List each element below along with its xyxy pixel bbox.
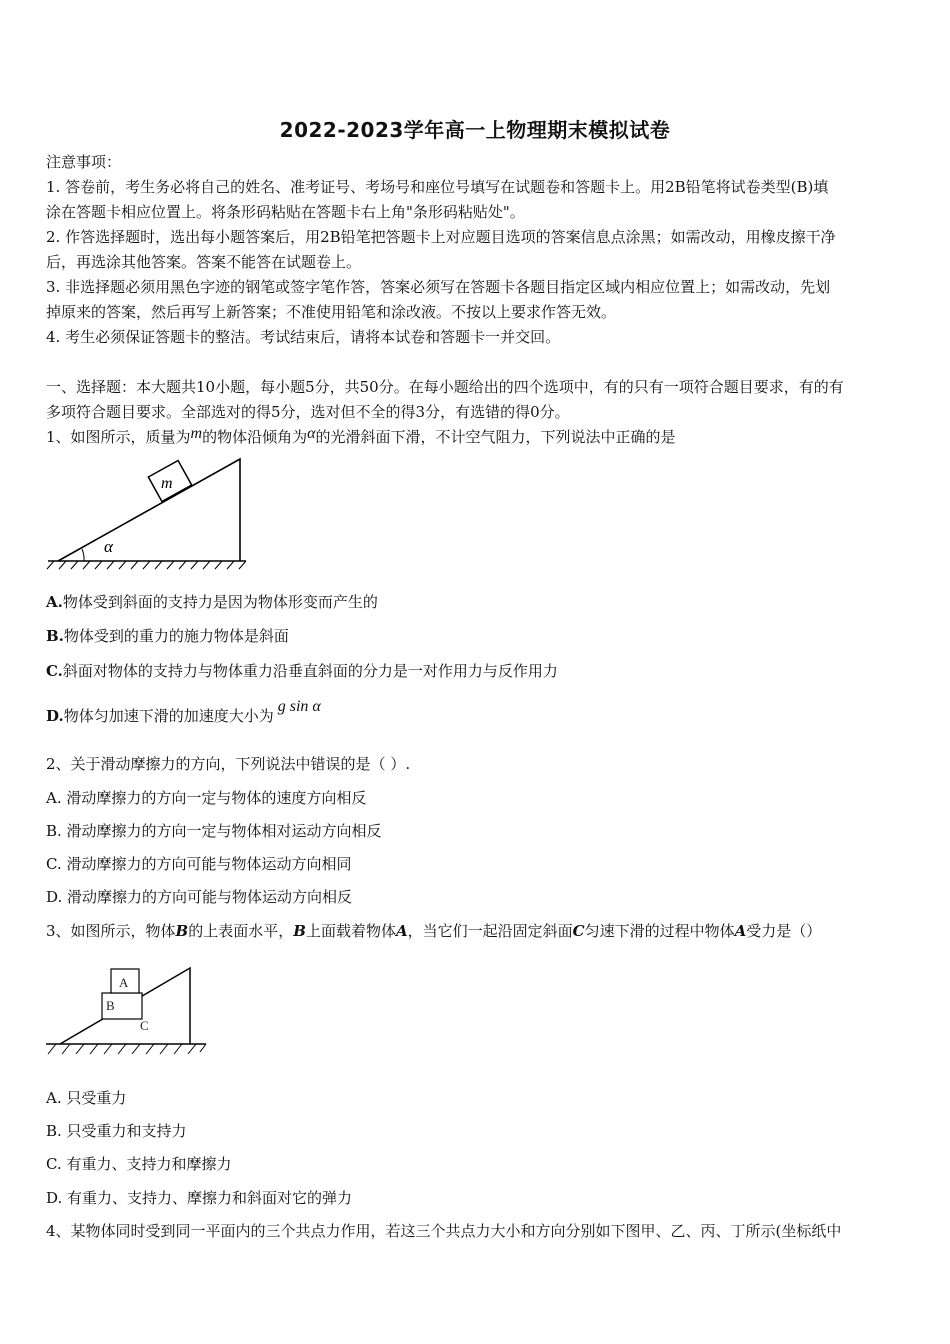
block-label-m: m (161, 475, 173, 492)
q2-option-a: A. 滑动摩擦力的方向一定与物体的速度方向相反 (46, 789, 367, 807)
question-1-stem: 1、如图所示，质量为m的物体沿倾角为α的光滑斜面下滑，不计空气阻力，下列说法中正确的是 (46, 425, 676, 446)
q2-option-b: B. 滑动摩擦力的方向一定与物体相对运动方向相反 (46, 822, 382, 840)
notice-line: 涂在答题卡相应位置上。将条形码粘贴在答题卡右上角"条形码粘贴处"。 (46, 203, 525, 221)
var-m: m (190, 425, 203, 442)
q3-option-a: A. 只受重力 (46, 1089, 127, 1107)
q2-option-c: C. 滑动摩擦力的方向可能与物体运动方向相同 (46, 855, 352, 873)
section-instructions: 多项符合题目要求。全部选对的得5分，选对但不全的得3分，有选错的得0分。 (46, 403, 570, 421)
notice-line: 2. 作答选择题时，选出每小题答案后，用2B铅笔把答题卡上对应题目选项的答案信息点涂黑；如需改动，用橡皮擦干净 (46, 228, 836, 246)
label-c: C (140, 1018, 149, 1033)
q1-option-d: D.物体匀加速下滑的加速度大小为g sin α (46, 698, 321, 725)
var-alpha: α (307, 425, 316, 442)
angle-label-alpha: α (104, 537, 113, 556)
notice-line: 掉原来的答案，然后再写上新答案；不准使用铅笔和涂改液。不按以上要求作答无效。 (46, 303, 617, 321)
section-instructions: 一、选择题：本大题共10小题，每小题5分，共50分。在每小题给出的四个选项中，有的只有一项符合题目要求，有的有 (46, 378, 844, 396)
question-4-stem: 4、某物体同时受到同一平面内的三个共点力作用，若这三个共点力大小和方向分别如下图甲、乙、丙、丁所示(坐标纸中 (46, 1222, 842, 1240)
question-2-stem: 2、关于滑动摩擦力的方向，下列说法中错误的是（ ）. (46, 755, 411, 773)
q3-option-b: B. 只受重力和支持力 (46, 1122, 187, 1140)
q1-incline-figure (44, 455, 254, 573)
q3-option-c: C. 有重力、支持力和摩擦力 (46, 1155, 232, 1173)
notice-line: 4. 考生必须保证答题卡的整洁。考试结束后，请将本试卷和答题卡一并交回。 (46, 328, 561, 346)
q3-incline-figure (44, 962, 210, 1058)
notice-line: 1. 答卷前，考生务必将自己的姓名、准考证号、考场号和座位号填写在试题卷和答题卡上。用2B铅笔将试卷类型(B)填 (46, 178, 829, 196)
notice-line: 后，再选涂其他答案。答案不能答在试题卷上。 (46, 253, 362, 271)
q2-option-d: D. 滑动摩擦力的方向可能与物体运动方向相反 (46, 888, 353, 906)
label-b: B (106, 998, 115, 1013)
q3-option-d: D. 有重力、支持力、摩擦力和斜面对它的弹力 (46, 1189, 353, 1207)
notice-line: 3. 非选择题必须用黑色字迹的钢笔或签字笔作答，答案必须写在答题卡各题目指定区域内相应位置上；如需改动，先划 (46, 278, 831, 296)
formula-g-sin-alpha: g sin α (277, 698, 321, 715)
q1-option-c: C.斜面对物体的支持力与物体重力沿垂直斜面的分力是一对作用力与反作用力 (46, 662, 558, 680)
question-3-stem: 3、如图所示，物体B的上表面水平，B上面载着物体A，当它们一起沿固定斜面C匀速下滑的过程中物体A受力是（） (46, 922, 822, 940)
label-a: A (119, 975, 129, 990)
q1-option-b: B.物体受到的重力的施力物体是斜面 (46, 627, 289, 645)
page-title: 2022-2023学年高一上物理期末模拟试卷 (279, 118, 671, 142)
q1-option-a: A.物体受到斜面的支持力是因为物体形变而产生的 (46, 593, 378, 611)
notice-heading: 注意事项： (46, 153, 122, 171)
